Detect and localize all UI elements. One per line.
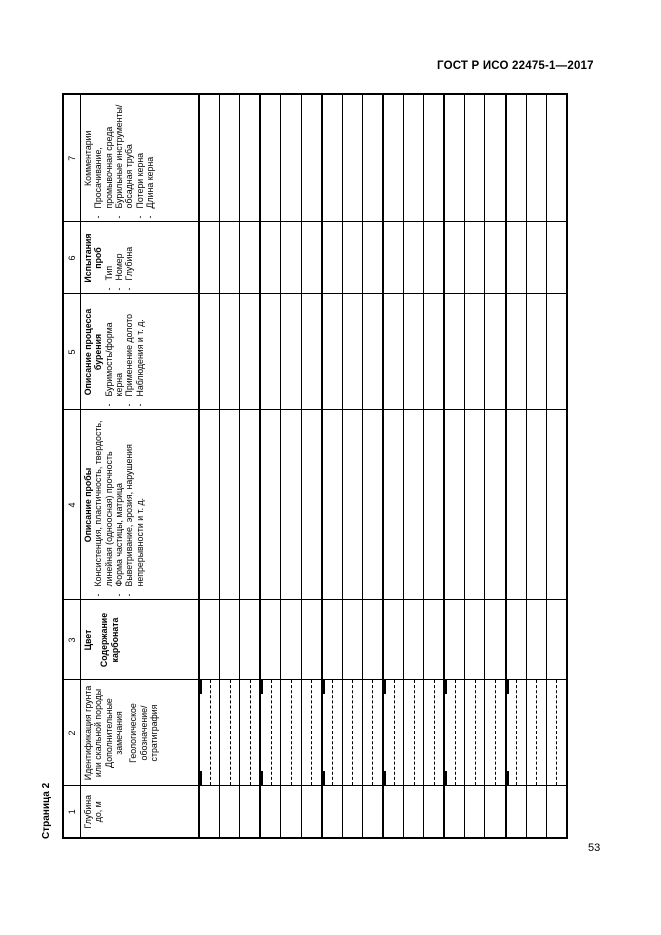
dashed-line [230,681,231,786]
data-cell [220,294,240,410]
data-row [260,94,281,838]
bracket-mark [323,772,325,786]
color-carbonate-header: Цвет Содержание карбоната [80,600,199,680]
column-number-row [63,94,80,838]
data-cell [546,410,567,600]
data-cell [506,222,527,294]
data-cell [485,680,506,786]
data-cell [362,786,383,838]
bracket-mark [323,681,325,695]
data-cell [281,94,301,222]
data-cell [526,294,546,410]
data-cell [485,600,506,680]
dashed-line [536,681,537,786]
data-cell [526,94,546,222]
dashed-line [372,681,373,786]
data-cell [465,94,485,222]
data-cell [220,786,240,838]
data-cell [444,294,465,410]
data-cell [546,786,567,838]
data-row [362,94,383,838]
page-caption: Страница 2 [41,782,52,839]
data-cell [240,410,261,600]
data-cell [506,410,527,600]
data-cell [383,410,404,600]
data-cell [322,600,343,680]
data-cell [342,680,362,786]
dashed-line [434,681,435,786]
data-cell [240,786,261,838]
bracket-mark [507,681,509,695]
data-cell [444,94,465,222]
data-row [444,94,465,838]
data-cell [199,294,220,410]
data-cell [465,680,485,786]
data-cell [362,222,383,294]
dashed-line [352,681,353,786]
data-row [404,94,424,838]
data-cell [240,222,261,294]
col-number-5: 5 [63,294,80,410]
data-cell [546,294,567,410]
dashed-line [332,681,333,786]
sample-tests-list: - Тип - Номер - Глубина [104,226,135,291]
dashed-line [210,681,211,786]
soil-identification-header: Идентификация грунта или скальной породы Дополнительные замечания Геологическое обозначение/ стратиграфия [80,680,199,786]
data-cell [546,222,567,294]
data-cell [342,94,362,222]
col-number-4: 4 [63,410,80,600]
data-cell [465,294,485,410]
data-cell [322,294,343,410]
data-cell [526,680,546,786]
data-cell [526,222,546,294]
data-cell [199,600,220,680]
data-cell [465,786,485,838]
data-cell [424,94,445,222]
bracket-mark [384,772,386,786]
dashed-line [414,681,415,786]
data-cell [383,222,404,294]
dashed-line [556,681,557,786]
data-cell [444,410,465,600]
data-cell [260,786,281,838]
data-cell [281,680,301,786]
drilling-log-table [62,93,568,839]
standard-number: ГОСТ Р ИСО 22475-1—2017 [437,60,594,72]
dashed-line [250,681,251,786]
data-rows [199,94,567,838]
data-cell [465,600,485,680]
sample-description-header: Описание пробы - Консистенция, пластичность, твердость, линейная (одноосная) прочность - Форма частицы, матрица - Выветривание, эрозия, нарушения непрерывности и т. д. [80,410,199,600]
data-cell [424,786,445,838]
data-cell [404,222,424,294]
data-cell [281,410,301,600]
bracket-mark [261,772,263,786]
data-cell [362,680,383,786]
data-cell [301,786,322,838]
data-cell [424,222,445,294]
dashed-line [271,681,272,786]
data-cell [424,410,445,600]
data-cell [506,680,527,786]
data-cell [322,786,343,838]
drilling-process-list: - Буримость/форма керна - Применение долото - Наблюдения и т. д. [104,298,146,407]
data-cell [404,786,424,838]
data-row [465,94,485,838]
data-cell [506,600,527,680]
data-cell [424,680,445,786]
dashed-line [394,681,395,786]
data-cell [383,294,404,410]
data-cell [404,600,424,680]
page-number: 53 [588,842,601,854]
dashed-line [495,681,496,786]
dashed-line [516,681,517,786]
data-cell [240,94,261,222]
data-cell [444,680,465,786]
data-cell [260,680,281,786]
data-cell [444,786,465,838]
data-cell [526,600,546,680]
data-cell [404,410,424,600]
data-cell [260,294,281,410]
data-cell [281,294,301,410]
data-cell [260,600,281,680]
data-cell [220,94,240,222]
data-row [199,94,220,838]
data-cell [301,600,322,680]
bracket-mark [200,681,202,695]
data-row [506,94,527,838]
data-cell [444,222,465,294]
data-cell [424,294,445,410]
data-cell [404,294,424,410]
data-cell [199,94,220,222]
data-cell [240,600,261,680]
data-cell [301,410,322,600]
data-cell [465,222,485,294]
data-cell [362,600,383,680]
data-cell [546,94,567,222]
data-row [485,94,506,838]
data-cell [199,680,220,786]
data-cell [383,600,404,680]
data-cell [383,94,404,222]
col-number-3: 3 [63,600,80,680]
data-cell [342,222,362,294]
data-cell [322,680,343,786]
data-row [342,94,362,838]
data-row [322,94,343,838]
data-row [546,94,567,838]
data-cell [220,680,240,786]
data-cell [301,294,322,410]
data-cell [362,294,383,410]
data-cell [444,600,465,680]
data-cell [322,94,343,222]
data-cell [485,222,506,294]
data-cell [199,786,220,838]
data-cell [322,410,343,600]
data-cell [220,410,240,600]
data-cell [260,94,281,222]
data-cell [342,786,362,838]
data-cell [301,222,322,294]
bracket-mark [384,681,386,695]
data-cell [546,600,567,680]
col-number-1: 1 [63,786,80,838]
data-cell [383,680,404,786]
data-cell [362,410,383,600]
data-cell [281,600,301,680]
dashed-line [311,681,312,786]
sample-description-list: - Консистенция, пластичность, твердость, линейная (одноосная) прочность - Форма частицы, матрица - Выветривание, эрозия, нарушения непрерывности и т. д. [93,414,145,597]
data-cell [404,94,424,222]
dashed-line [455,681,456,786]
bracket-mark [261,681,263,695]
depth-header: Глубина до, м [80,786,199,838]
data-row [424,94,445,838]
data-cell [301,680,322,786]
data-cell [526,410,546,600]
data-cell [301,94,322,222]
data-cell [260,410,281,600]
data-cell [342,600,362,680]
bracket-mark [507,772,509,786]
dashed-line [475,681,476,786]
data-cell [281,786,301,838]
data-cell [281,222,301,294]
bracket-mark [200,772,202,786]
data-row [301,94,322,838]
data-cell [485,410,506,600]
data-cell [506,294,527,410]
data-cell [342,294,362,410]
data-cell [220,222,240,294]
bracket-mark [445,772,447,786]
data-cell [260,222,281,294]
header-row [80,94,199,838]
data-cell [322,222,343,294]
data-cell [404,680,424,786]
data-cell [220,600,240,680]
data-cell [240,680,261,786]
data-cell [342,410,362,600]
data-cell [424,600,445,680]
data-row [383,94,404,838]
data-cell [506,786,527,838]
rotated-table-block [41,95,568,839]
data-cell [526,786,546,838]
comments-header: Комментарии - Просачивание, промывочная среда - Бурильные инструменты/обсадная труба - Потери керна - Длина керна [80,94,199,222]
data-row [240,94,261,838]
drilling-process-header: Описание процесса бурения - Буримость/форма керна - Применение долото - Наблюдения и т. д. [80,294,199,410]
col-number-2: 2 [63,680,80,786]
data-cell [546,680,567,786]
data-cell [199,410,220,600]
data-cell [465,410,485,600]
sample-tests-header: Испытания проб - Тип - Номер - Глубина [80,222,199,294]
data-cell [240,294,261,410]
data-cell [383,786,404,838]
data-cell [485,94,506,222]
col-number-6: 6 [63,222,80,294]
data-cell [506,94,527,222]
data-row [526,94,546,838]
col-number-7: 7 [63,94,80,222]
comments-list: - Просачивание, промывочная среда - Бурильные инструменты/обсадная труба - Потери керна - Длина керна [93,98,155,219]
data-cell [485,294,506,410]
data-cell [199,222,220,294]
data-row [220,94,240,838]
data-cell [362,94,383,222]
data-cell [485,786,506,838]
data-row [281,94,301,838]
dashed-line [291,681,292,786]
bracket-mark [445,681,447,695]
